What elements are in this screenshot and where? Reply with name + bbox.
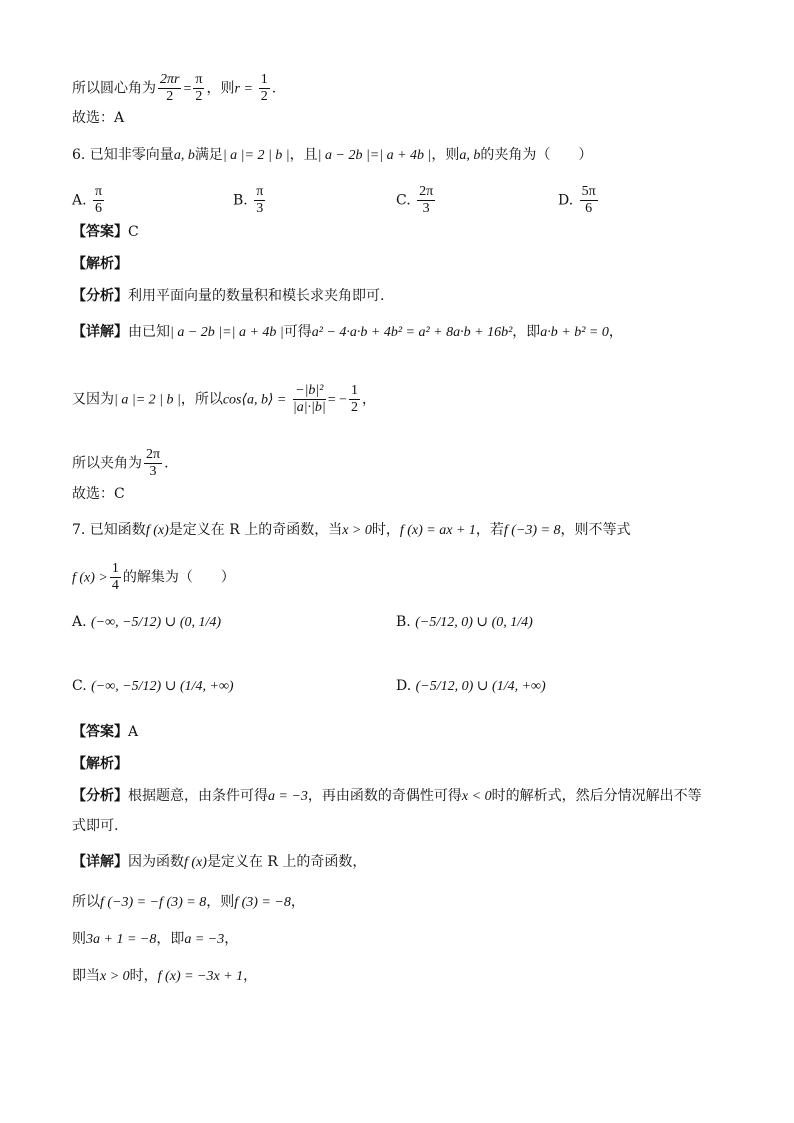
q7-analysis-2: 式即可.: [72, 818, 119, 834]
q6-analysis-heading: 【解析】: [72, 256, 128, 272]
q7-option-c: C. (−∞, −5/12) ∪ (1/4, +∞): [72, 678, 234, 694]
q6-option-a: A. $\frac{\pi}{6}$: [72, 184, 103, 216]
q7-detail-1: 【详解】因为函数f (x)是定义在 R 上的奇函数，: [72, 854, 367, 870]
q7-option-a: A. (−∞, −5/12) ∪ (0, 1/4): [72, 614, 222, 630]
q7-detail-4: 即当x > 0时，f (x) = −3x + 1，: [72, 968, 258, 984]
question-6-stem: 6. 已知非零向量a, b满足| a |= 2 | b |，且| a − 2b |=| a + 4b |，则a, b的夹角为（ ）: [72, 147, 593, 163]
prev-answer-select: 故选：A: [72, 110, 125, 126]
fraction: $\frac{1}{2}$: [260, 72, 268, 104]
q6-answer: 【答案】C: [72, 224, 139, 240]
q7-option-b: B. (−5/12, 0) ∪ (0, 1/4): [396, 614, 533, 630]
question-7-stem-1: 7. 已知函数f (x)是定义在 R 上的奇函数，当x > 0时，f (x) = ax + 1，若f (−3) = 8，则不等式: [72, 522, 631, 538]
q7-answer: 【答案】A: [72, 724, 139, 740]
q6-option-d: D. $\frac{5\pi}{6}$: [558, 184, 596, 216]
q7-analysis-1: 【分析】根据题意，由条件可得a = −3，再由函数的奇偶性可得x < 0时的解析式，然后分情况解出不等: [72, 788, 702, 804]
q7-detail-2: 所以f (−3) = −f (3) = 8，则f (3) = −8，: [72, 894, 305, 910]
q6-detail-1: 【详解】由已知| a − 2b |=| a + 4b |可得a² − 4·a·b + 4b² = a² + 8a·b + 16b²，即a·b + b² = 0，: [72, 324, 623, 340]
fraction: $\frac{2\pi r}{2}$: [160, 72, 180, 104]
q6-select: 故选：C: [72, 486, 125, 502]
q6-option-c: C. $\frac{2\pi}{3}$: [396, 184, 434, 216]
q6-analysis: 【分析】利用平面向量的数量积和模长求夹角即可.: [72, 288, 385, 304]
q6-detail-3: 所以夹角为 $\frac{2\pi}{3}$ .: [72, 447, 169, 479]
q7-analysis-heading: 【解析】: [72, 756, 128, 772]
q6-option-b: B. $\frac{\pi}{3}$: [233, 184, 264, 216]
line-central-angle: 所以圆心角为 $\frac{2\pi r}{2}$ = $\frac{\pi}{2}$ ，则r = $\frac{1}{2}$ .: [72, 72, 277, 104]
fraction: $\frac{\pi}{2}$: [195, 72, 203, 104]
q7-detail-3: 则3a + 1 = −8，即a = −3，: [72, 931, 239, 947]
question-7-stem-2: f (x) > $\frac{1}{4}$ 的解集为（ ）: [72, 561, 235, 593]
text: 所以圆心角为: [72, 80, 156, 97]
q7-option-d: D. (−5/12, 0) ∪ (1/4, +∞): [396, 678, 546, 694]
q6-detail-2: 又因为| a |= 2 | b |，所以cos⟨a, b⟩ = $\frac{\text{−|b|²}}{|a|\cdot|b|}$ = − $\frac{1}{2}$ ，: [72, 383, 377, 415]
